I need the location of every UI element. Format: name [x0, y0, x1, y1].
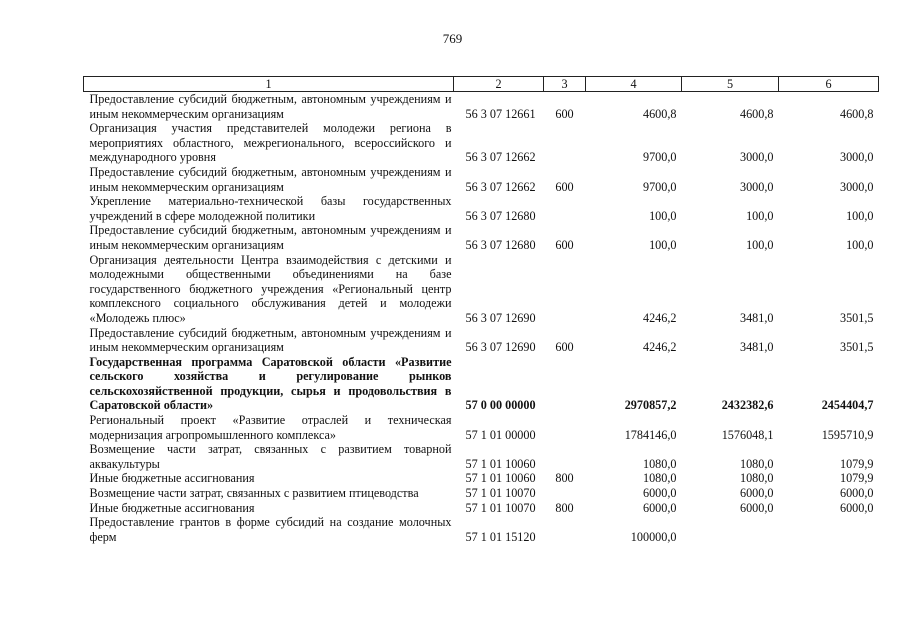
row-name: Государственная программа Саратовской области «Развитие сельского хозяйства и регулирование рынков сельскохозяйственной продукции, сырья и продовольствия в Саратовской области» [89, 354, 452, 413]
row-value-year-1: 1080,0 [642, 456, 677, 471]
row-expense-type: 800 [555, 500, 574, 515]
row-code: 56 3 07 12680 [465, 237, 536, 252]
row-value-year-1: 4600,8 [642, 106, 677, 121]
row-expense-type [544, 355, 586, 413]
row-expense-type [544, 194, 586, 223]
row-value-year-2: 100,0 [746, 237, 774, 252]
row-expense-type: 600 [555, 340, 574, 355]
row-value-year-2: 3000,0 [739, 179, 774, 194]
row-code: 57 0 00 00000 [465, 398, 536, 413]
row-code: 56 3 07 12690 [465, 340, 536, 355]
row-value-year-2: 1576048,1 [721, 427, 774, 442]
row-name: Предоставление субсидий бюджетным, автономным учреждениям и иным некоммерческим организациям [89, 164, 452, 194]
table-row [84, 326, 879, 355]
row-value-year-3: 6000,0 [839, 500, 874, 515]
row-expense-type: 600 [555, 106, 574, 121]
row-value-year-3: 1595710,9 [821, 427, 874, 442]
row-code: 57 1 01 10070 [465, 500, 536, 515]
row-value-year-2: 6000,0 [739, 500, 774, 515]
row-name: Региональный проект «Развитие отраслей и техническая модернизация агропромышленного комплекса» [89, 413, 452, 442]
row-value-year-2: 1080,0 [739, 471, 774, 486]
table-row [84, 121, 879, 165]
row-expense-type [544, 413, 586, 442]
header-col-3: 3 [544, 77, 586, 92]
row-value-year-2: 3481,0 [739, 340, 774, 355]
row-value-year-3: 4600,8 [839, 106, 874, 121]
row-value-year-3: 3000,0 [839, 150, 874, 165]
row-value-year-3: 1079,9 [839, 471, 874, 486]
budget-table [83, 76, 879, 544]
row-name: Предоставление субсидий бюджетным, автономным учреждениям и иным некоммерческим организациям [89, 92, 452, 121]
row-value-year-3: 2454404,7 [821, 398, 874, 413]
table-row [84, 442, 879, 471]
row-name: Иные бюджетные ассигнования [89, 471, 255, 486]
row-value-year-2: 4600,8 [739, 106, 774, 121]
row-code: 57 1 01 00000 [465, 427, 536, 442]
row-value-year-1: 6000,0 [642, 486, 677, 501]
row-value-year-2: 1080,0 [739, 456, 774, 471]
row-code: 56 3 07 12680 [465, 208, 536, 223]
row-expense-type [544, 515, 586, 544]
row-expense-type [544, 486, 586, 501]
row-value-year-3: 1079,9 [839, 456, 874, 471]
row-code: 57 1 01 10070 [465, 486, 536, 501]
row-value-year-3: 3501,5 [839, 340, 874, 355]
table-row [84, 471, 879, 486]
row-value-year-3: 3000,0 [839, 179, 874, 194]
row-value-year-1: 2970857,2 [624, 398, 677, 413]
row-value-year-3: 100,0 [846, 237, 874, 252]
header-row [84, 77, 879, 92]
row-value-year-2: 100,0 [746, 208, 774, 223]
row-value-year-3: 100,0 [846, 208, 874, 223]
row-name: Предоставление субсидий бюджетным, автономным учреждениям и иным некоммерческим организациям [89, 325, 452, 355]
header-col-5: 5 [682, 77, 779, 92]
row-name: Возмещение части затрат, связанных с развитием товарной аквакультуры [89, 442, 452, 471]
row-value-year-3 [779, 515, 879, 544]
header-col-6: 6 [779, 77, 879, 92]
row-value-year-1: 1784146,0 [624, 427, 677, 442]
row-name: Укрепление материально-технической базы государственных учреждений в сфере молодежной политики [89, 194, 452, 223]
row-value-year-1: 9700,0 [642, 179, 677, 194]
row-expense-type [544, 121, 586, 165]
row-expense-type: 600 [555, 179, 574, 194]
header-col-1: 1 [84, 77, 454, 92]
table-row [84, 486, 879, 501]
row-expense-type: 600 [555, 237, 574, 252]
row-value-year-2: 2432382,6 [721, 398, 774, 413]
table-row [84, 223, 879, 252]
header-col-2: 2 [454, 77, 544, 92]
row-value-year-2: 3000,0 [739, 150, 774, 165]
row-code: 57 1 01 10060 [465, 471, 536, 486]
row-code: 57 1 01 10060 [465, 456, 536, 471]
row-value-year-3: 6000,0 [839, 486, 874, 501]
table-row [84, 355, 879, 413]
row-value-year-1: 9700,0 [642, 150, 677, 165]
row-name: Иные бюджетные ассигнования [89, 500, 255, 515]
row-value-year-1: 6000,0 [642, 500, 677, 515]
row-name: Организация участия представителей молодежи региона в мероприятиях областного, межрегионального, всероссийского и международного уровня [89, 121, 452, 165]
row-name: Организация деятельности Центра взаимодействия с детскими и молодежными общественными объединениями на базе государственного бюджетного учреждения «Региональный центр комплексного социального обслуживания детей и молодежи «Молодежь плюс» [89, 252, 452, 325]
row-value-year-1: 100,0 [649, 237, 677, 252]
row-code: 56 3 07 12662 [465, 150, 536, 165]
row-expense-type [544, 253, 586, 326]
row-value-year-2 [682, 515, 779, 544]
row-code: 56 3 07 12661 [465, 106, 536, 121]
page-number: 769 [442, 31, 463, 46]
row-value-year-1: 4246,2 [642, 310, 677, 325]
table-row [84, 515, 879, 544]
header-col-4: 4 [586, 77, 682, 92]
table-row [84, 413, 879, 442]
row-value-year-2: 3481,0 [739, 310, 774, 325]
row-value-year-1: 1080,0 [642, 471, 677, 486]
table-row [84, 92, 879, 122]
row-expense-type [544, 442, 586, 471]
table-row [84, 165, 879, 194]
row-code: 56 3 07 12690 [465, 310, 536, 325]
row-value-year-2: 6000,0 [739, 486, 774, 501]
row-name: Предоставление субсидий бюджетным, автономным учреждениям и иным некоммерческим организациям [89, 223, 452, 252]
row-code: 56 3 07 12662 [465, 179, 536, 194]
row-expense-type: 800 [555, 471, 574, 486]
table-row [84, 253, 879, 326]
row-code: 57 1 01 15120 [465, 529, 536, 544]
table-row [84, 501, 879, 516]
row-value-year-1: 100000,0 [630, 529, 677, 544]
row-name: Предоставление грантов в форме субсидий на создание молочных ферм [89, 515, 452, 544]
row-value-year-3: 3501,5 [839, 310, 874, 325]
row-name: Возмещение части затрат, связанных с развитием птицеводства [89, 486, 419, 501]
table-row [84, 194, 879, 223]
row-value-year-1: 4246,2 [642, 340, 677, 355]
row-value-year-1: 100,0 [649, 208, 677, 223]
